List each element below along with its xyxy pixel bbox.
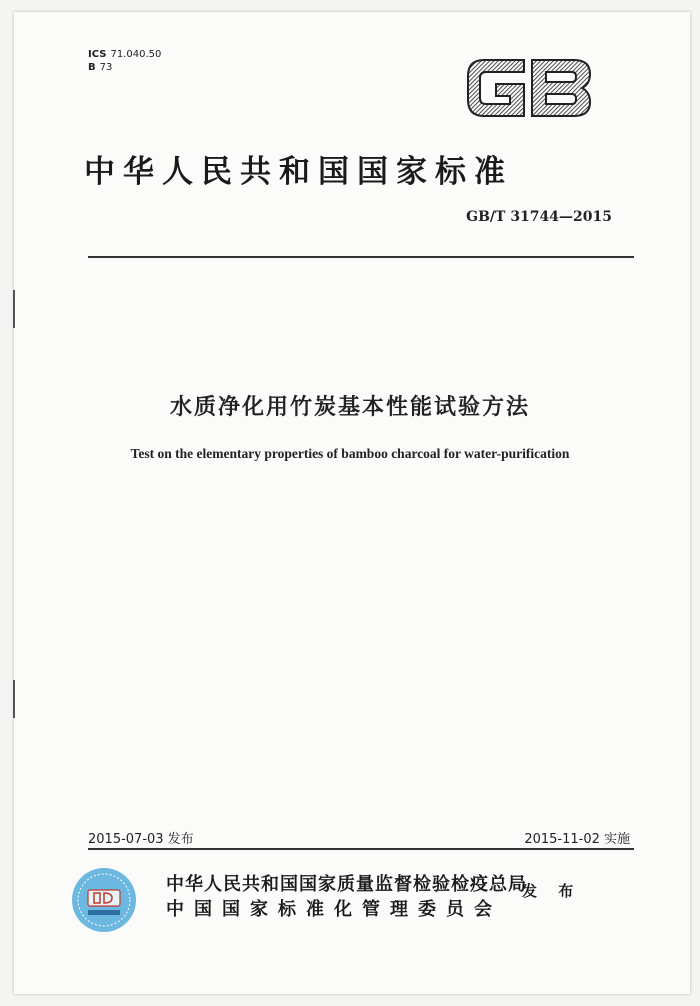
standard-number: GB/T 31744—2015 — [466, 209, 612, 225]
classification-codes — [88, 48, 161, 74]
issue-date: 2015-07-03 发布 — [88, 832, 194, 847]
standard-category-title: 中华人民共和国国家标准 — [84, 154, 513, 190]
ccs-label: B — [88, 62, 96, 73]
footer-divider — [88, 848, 634, 850]
document-title-english: Test on the elementary properties of bamboo charcoal for water-purification — [130, 446, 570, 461]
implementation-date: 2015-11-02 实施 — [524, 832, 630, 847]
binding-mark — [13, 680, 15, 718]
ccs-code: 73 — [99, 62, 113, 73]
gb-logo — [462, 54, 596, 122]
publish-label: 发 布 — [522, 882, 582, 900]
document-title-chinese: 水质净化用竹炭基本性能试验方法 — [169, 395, 530, 420]
issuing-organization-aqsiq: 中华人民共和国国家质量监督检验检疫总局 — [166, 874, 527, 895]
anti-counterfeit-seal-icon — [70, 866, 138, 934]
binding-mark — [13, 290, 15, 328]
ics-label: ICS — [88, 49, 107, 60]
ics-code: 71.040.50 — [110, 49, 162, 60]
header-divider — [88, 256, 634, 258]
issuing-organization-sac: 中国国家标准化管理委员会 — [166, 899, 502, 920]
logo-text: GB — [529, 94, 531, 95]
